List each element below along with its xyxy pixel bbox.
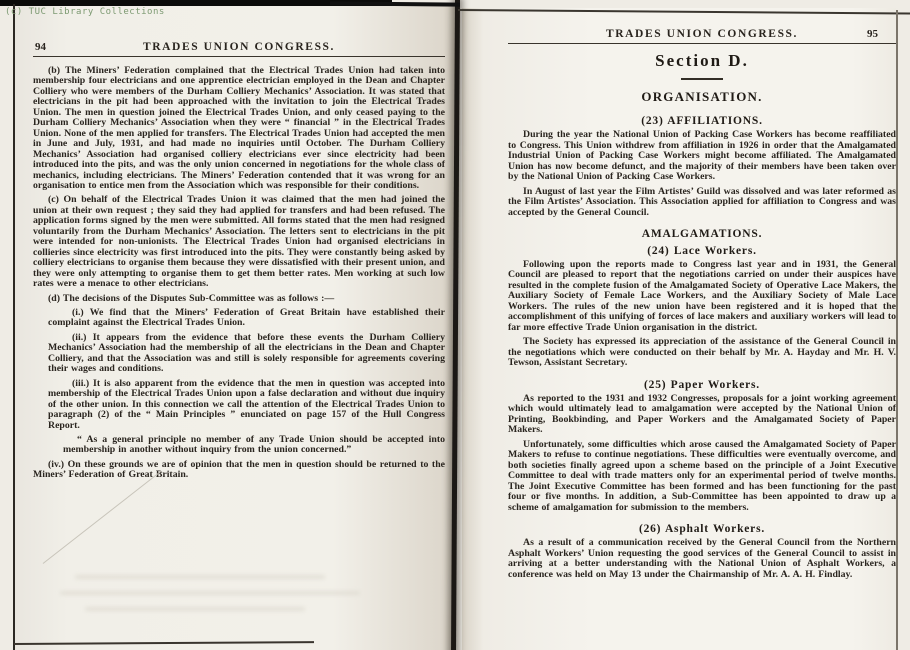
affiliations-paragraph-2: In August of last year the Film Artistes’ Guild was dissolved and was later reformed as the Film Artistes’ Association. This Association applied for affiliation to Congress and was accepted by the General Council. <box>508 185 896 218</box>
decision-item-iv: (iv.) On these grounds we are of opinion that the men in question should be returned to the Miners’ Federation of Great Britain. <box>33 458 445 481</box>
page-95-content <box>508 28 896 580</box>
lace-workers-paragraph-1: Following upon the reports made to Congress last year and in 1931, the General Council are pleased to report that the negotiations carried on under their auspices have resulted in the complete fusion of the Amalgamated Society of Operative Lace Makers, the Auxiliary Society of Female Lace Workers, and the Auxiliary Society of Male Lace Workers. The rules of the new union have been registered and it is hoped that the accomplishment of this unifying of forces of lace makers and auxiliary workers will lead to far more effective Trade Union organisation in the district. <box>508 258 896 333</box>
heading-amalgamations: AMALGAMATIONS. <box>641 228 763 241</box>
page-95 <box>462 8 896 650</box>
paper-workers-paragraph-1: As reported to the 1931 and 1932 Congresses, proposals for a joint working agreement which would ultimately lead to amalgamation were accepted by the National Union of Printing, Bookbinding, and Paper Workers and the Amalgamated Society of Paper Makers. <box>508 392 896 436</box>
page-number-left: 94 <box>35 41 46 53</box>
running-header-left: TRADES UNION CONGRESS. <box>142 41 336 53</box>
decision-item-iii: (iii.) It is also apparent from the evidence that the men in question was accepted into membership of the Electrical Trades Union upon a false declaration and without due inquiry of the other union. In this connection we call the attention of the Electrical Trades Union to paragraph (2) of the “ Main Principles ” enunciated on page 157 of the Hull Congress Report. <box>48 377 445 431</box>
decision-item-i: (i.) We find that the Miners’ Federation of Great Britain have established their complaint against the Electrical Trades Union. <box>48 306 445 329</box>
show-through-artifact <box>75 575 325 579</box>
section-heading: Section D. <box>655 51 749 70</box>
page-94-content <box>33 41 445 481</box>
decision-item-ii: (ii.) It appears from the evidence that before these events the Durham Colliery Mechanics’ Association had the membership of all the electricians in the Dean and Chapter Colliery, and that the Association was and still is solely responsible for agreements covering their wages and conditions. <box>48 331 445 375</box>
heading-paper-workers: (25) Paper Workers. <box>644 378 760 391</box>
chapter-heading: ORGANISATION. <box>641 89 763 104</box>
page-94-header <box>33 41 445 53</box>
page-94-body <box>33 66 445 481</box>
page-94 <box>15 5 456 650</box>
asphalt-workers-paragraph-1: As a result of a communication received by the General Council from the Northern Asphalt Workers’ Union requesting the good services of the General Council to assist in arriving at a better understanding with the National Union of Asphalt Workers, a conference was held on May 13 under the Chairmanship of Mr. A. A. H. Findlay. <box>508 537 896 580</box>
header-rule-right <box>508 43 896 44</box>
paper-workers-paragraph-2: Unfortunately, some difficulties which arose caused the Amalgamated Society of Paper Makers to refuse to continue negotiations. These difficulties were eventually overcome, and both societies finally agreed upon a scheme based on the principle of a Joint Executive Committee to deal with trade matters only for an experimental period of twelve months. The Joint Executive Committee has been formed and has been functioning for the past four or five months. In addition, a Sub-Committee has been appointed to draw up a scheme of amalgamation for submission to the members. <box>508 438 896 513</box>
page-edge-line-left <box>13 4 15 650</box>
heading-lace-workers: (24) Lace Workers. <box>647 244 757 257</box>
show-through-artifact <box>85 607 305 611</box>
heading-affiliations: (23) AFFILIATIONS. <box>641 115 763 127</box>
heading-asphalt-workers: (26) Asphalt Workers. <box>638 522 766 535</box>
section-divider <box>681 78 723 80</box>
page-number-right: 95 <box>867 28 878 40</box>
lace-workers-paragraph-2: The Society has expressed its appreciation of the assistance of the General Council in the negotiations which were conducted on their behalf by Mr. A. Hayday and Mr. H. V. Tewson, Assistant Secretary. <box>508 336 896 369</box>
paragraph-b: (b) The Miners’ Federation complained that the Electrical Trades Union had taken into membership four electricians and one apprentice electrician employed in the Dean and Chapter Colliery who were members of the Durham Colliery Mechanics’ Association. It was stated that electricians in the pit had been approached with the invitation to join the Electrical Trades Union. The men in question joined the Electrical Trades Union, and only ceased paying to the Durham Colliery Mechanics’ Association when they were “ financial ” in the Electrical Trades Union. None of the men applied for transfers. The Electrical Trades Union had accepted the men in June and July, 1931, and had made no inquiries until October. The Durham Colliery Mechanics’ Association had organised colliery electricians ever since electricity had been introduced into the pits, and was the only union concerned in negotiations for the whole class of mechanics, including electricians. The Miners’ Federation contended that it was wrong for an organisation to entice men from the Association which was responsible for their conditions. <box>33 65 445 191</box>
page-95-header <box>508 28 896 40</box>
running-header-right: TRADES UNION CONGRESS. <box>605 28 799 40</box>
header-rule-left <box>33 56 445 57</box>
page-edge-line-right <box>896 10 898 650</box>
page-crease <box>43 471 162 564</box>
show-through-artifact <box>60 591 360 595</box>
paragraph-c: (c) On behalf of the Electrical Trades Union it was claimed that the men had joined the union at their own request ; they said they had applied for transfers and had been refused. The application forms signed by the men were submitted. All forms stated that the men had resigned voluntarily from the Durham Mechanics’ Association. The letters sent to electricians in the pit were intended for non-unionists. The Electrical Trades Union had organised electricians in collieries since electricity was first introduced into the pits. They were constantly being asked by colliery electricians to organise them because they were dissatisfied with their present union, and they were only attempting to organise them to get them better rates. Men working at such low rates were a menace to other electricians. <box>33 194 445 290</box>
page-95-body <box>508 116 896 580</box>
affiliations-paragraph-1: During the year the National Union of Packing Case Workers has become reaffiliated to Congress. This Union withdrew from affiliation in 1926 in order that the Amalgamated Industrial Union of Packing Case Workers might become affiliated. The Amalgamated Union has now become defunct, and the majority of their members have been taken over by the National Union of Packing Case Workers. <box>508 129 896 183</box>
library-watermark: (c) TUC Library Collections <box>5 7 165 17</box>
paragraph-d: (d) The decisions of the Disputes Sub-Committee was as follows :— <box>48 292 335 304</box>
quoted-principle: “ As a general principle no member of any Trade Union should be accepted into membership in another without inquiry from the union concerned.” <box>63 433 445 456</box>
